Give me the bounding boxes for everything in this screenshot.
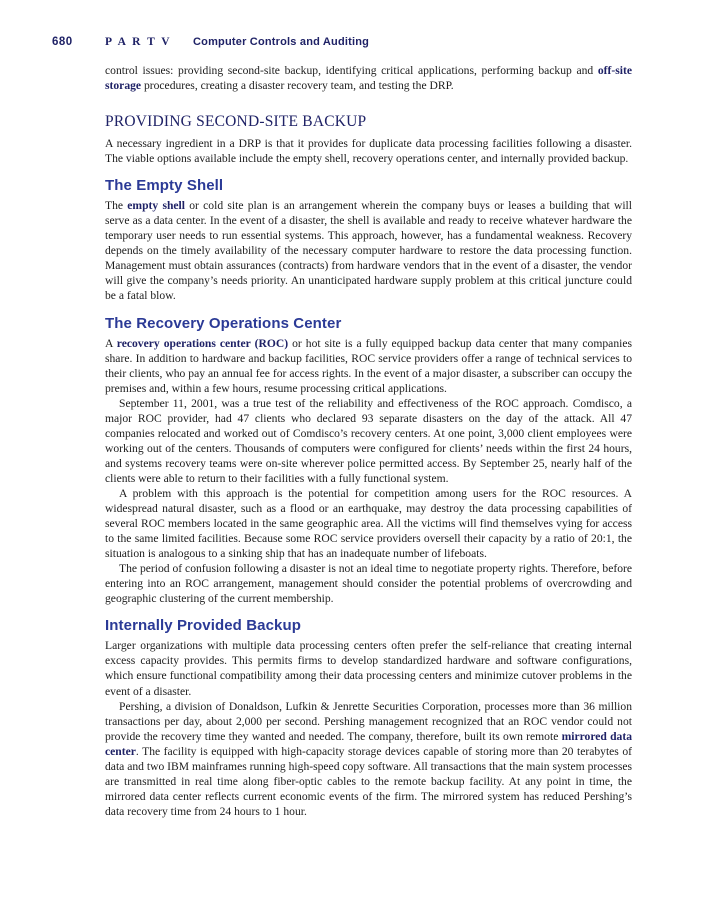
text-column — [105, 63, 632, 819]
key-term-off-site-storage: off-site storage — [105, 64, 632, 93]
roc-text-post: or hot site is a fully equipped backup data center that many companies share. In addition to hardware and backup facilities, ROC service providers offer a range of technical services to their clients, who pay an annual fee for access rights. In the event of a major disaster, a subscriber can occupy the premises and, within a few hours, resume processing critical applications. — [105, 336, 632, 395]
running-head — [0, 36, 719, 52]
internal-text-pre: Pershing, a division of Donaldson, Lufkin & Jenrette Securities Corporation, processes more than 36 million transactions per day, about 2,000 per second. Pershing management recognized that an ROC vendor could not provide the recovery time they wanted and needed. The company, therefore, built its own remote — [105, 699, 632, 743]
empty-shell-text-post: or cold site plan is an arrangement wherein the company buys or leases a building that will serve as a data center. In the event of a disaster, the shell is available and ready to receive whatever hardware the temporary user needs to run essential systems. This approach, however, has a fundamental weakness. Recovery depends on the timely availability of the necessary computer hardware to restore the data processing function. Management must obtain assurances (contracts) from hardware vendors that in the event of a disaster, the vendor will give the company’s needs priority. An unanticipated hardware supply problem at this critical juncture could be a fatal blow. — [105, 199, 632, 303]
roc-text-pre: A — [105, 336, 117, 350]
roc-paragraph-1 — [105, 336, 632, 396]
intro-text-pre: control issues: providing second-site backup, identifying critical applications, performing backup and — [105, 64, 598, 77]
internal-paragraph-2 — [105, 699, 632, 819]
roc-paragraph-4: The period of confusion following a disaster is not an ideal time to negotiate property rights. Therefore, before entering into an ROC arrangement, management should consider the potential problems of overcrowding and geographic clustering of the current membership. — [105, 562, 632, 606]
key-term-mirrored-data-center: mirrored data center — [105, 729, 632, 758]
roc-paragraph-3: A problem with this approach is the potential for competition among users for the ROC resources. A widespread natural disaster, such as a flood or an earthquake, may destroy the data processing capabilities of several ROC members located in the same geographic area. All the victims will find themselves vying for access to the same limited facilities. Because some ROC service providers oversell their capacity by a ratio of 20:1, the situation is analogous to a sinking ship that has an inadequate number of lifeboats. — [105, 486, 632, 561]
subsection-heading-internally-provided-backup: Internally Provided Backup — [105, 617, 301, 635]
roc-paragraph-2: September 11, 2001, was a true test of the reliability and effectiveness of the ROC approach. Comdisco, a major ROC provider, had 47 clients who declared 93 separate disasters on the day of the attack. All 47 companies relocated and worked out of Comdisco’s recovery centers. At one point, 3,000 client employees were working out of the centers. Thousands of computers were configured for clients’ needs within the first 24 hours, and systems recovery teams were on-site wherever police permitted access. By September 25, nearly half of the clients were able to return to their facilities with a fully functional system. — [105, 396, 632, 485]
intro-text-post: procedures, creating a disaster recovery team, and testing the DRP. — [141, 79, 454, 93]
key-term-empty-shell: empty shell — [127, 199, 185, 213]
subsection-heading-empty-shell: The Empty Shell — [105, 177, 224, 195]
page-number: 680 — [52, 36, 73, 48]
subsection-heading-recovery-operations-center: The Recovery Operations Center — [105, 314, 342, 332]
key-term-recovery-operations-center: recovery operations center (ROC) — [116, 336, 289, 350]
providing-paragraph: A necessary ingredient in a DRP is that it provides for duplicate data processing facilities following a disaster. The viable options available include the empty shell, recovery operations center, and internally provided backup. — [105, 137, 632, 166]
part-label: P A R T V — [105, 36, 172, 48]
intro-paragraph — [105, 63, 632, 93]
part-title: Computer Controls and Auditing — [193, 36, 370, 48]
internal-text-post: . The facility is equipped with high-capacity storage devices capable of storing more than 20 terabytes of data and two IBM mainframes running high-speed copy software. All transactions that the main system processes are transmitted in real time along fiber-optic cables to the remote backup facility. At any point in time, the mirrored data center reflects current economic events of the firm. The mirrored system has reduced Pershing’s data recovery time from 24 hours to 1 hour. — [105, 744, 632, 818]
section-heading-providing-second-site-backup: PROVIDING SECOND-SITE BACKUP — [105, 113, 367, 131]
empty-shell-paragraph — [105, 198, 632, 303]
internal-paragraph-1: Larger organizations with multiple data processing centers often prefer the self-reliance that creating internal excess capacity provides. This permits firms to develop standardized hardware and software configurations, which ensure functional compatibility among their data processing centers and minimize cutover problems in the event of a disaster. — [105, 639, 632, 698]
empty-shell-text-pre: The — [105, 199, 128, 213]
